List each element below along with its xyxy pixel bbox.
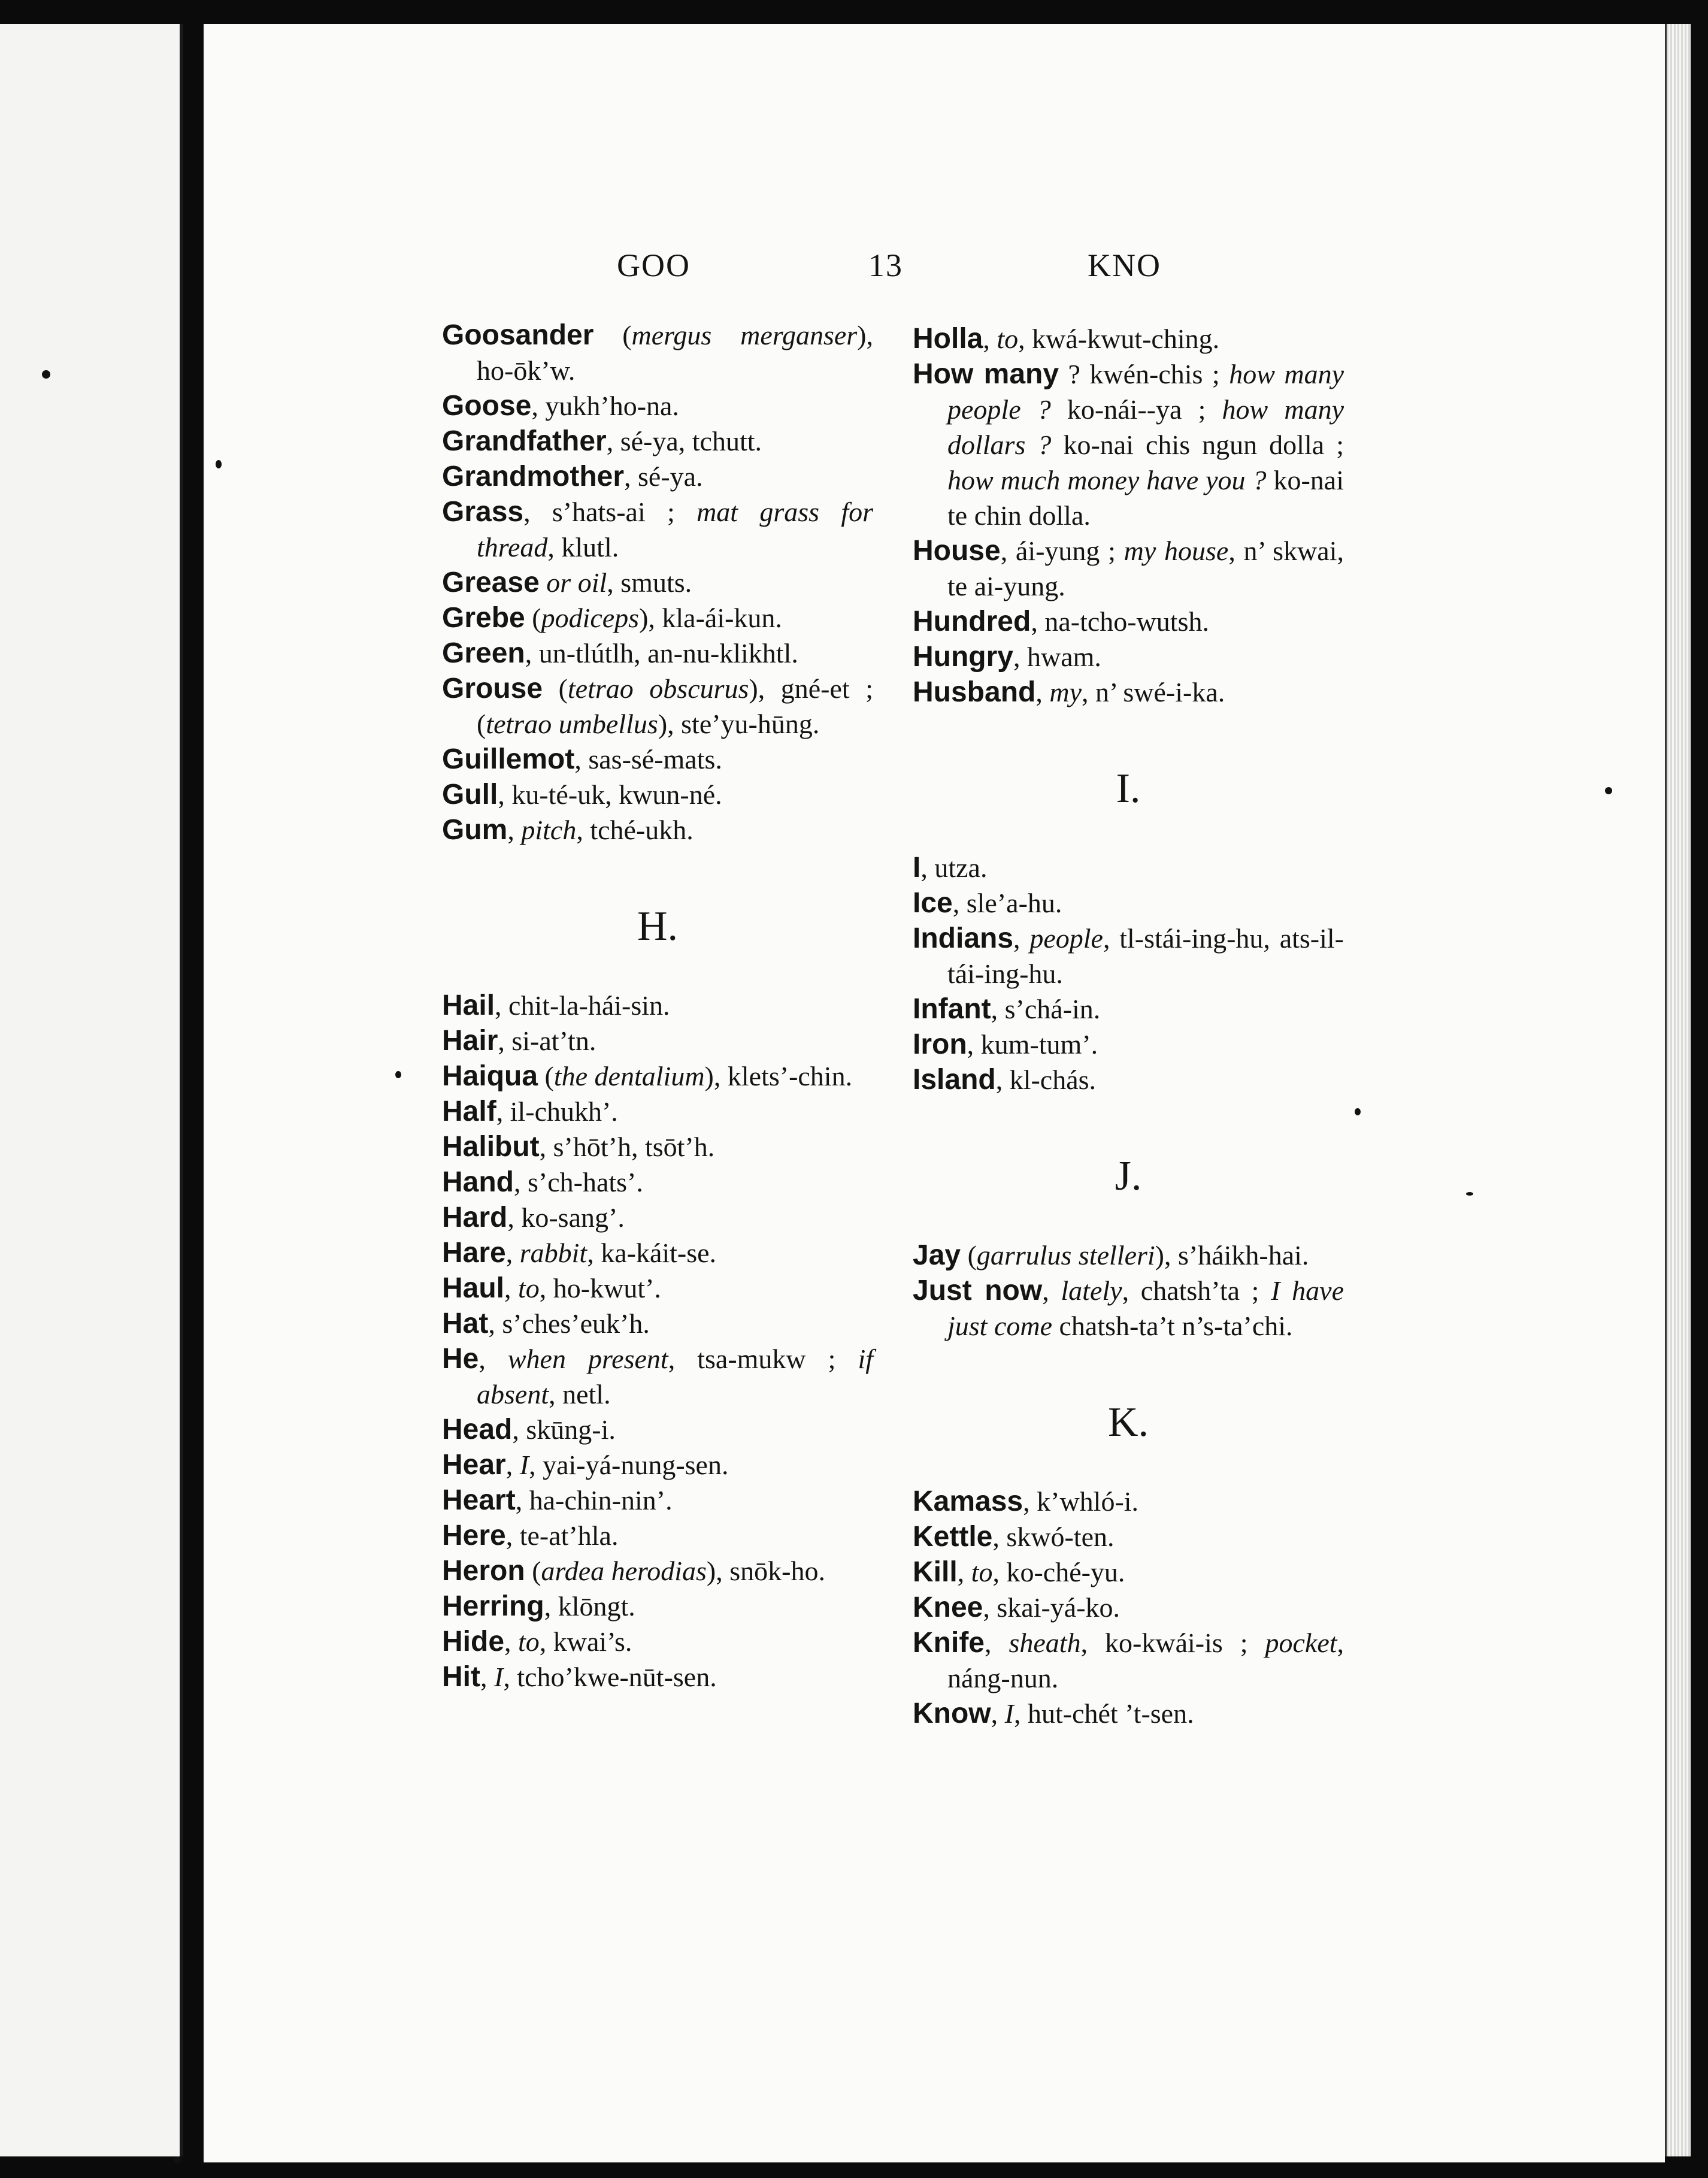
- ink-speck: [42, 370, 50, 379]
- dictionary-entry: [442, 1624, 873, 1659]
- section-letter: J.: [1115, 1153, 1142, 1199]
- dictionary-entry: [442, 1164, 873, 1200]
- dictionary-entry: [913, 604, 1344, 639]
- italic-gloss: to: [997, 323, 1019, 354]
- italic-gloss: to: [518, 1626, 540, 1657]
- dictionary-entry: [442, 742, 873, 777]
- dictionary-entry: [913, 1027, 1344, 1062]
- dictionary-entry: [913, 1519, 1344, 1554]
- entry-text: , kwai’s.: [539, 1626, 632, 1657]
- headword: Grease: [442, 567, 540, 598]
- entry-text: , k’whló-i.: [1023, 1486, 1139, 1517]
- entry-text: , utza.: [920, 852, 988, 883]
- entry-text: ,: [983, 323, 997, 354]
- headword: Hit: [442, 1661, 480, 1693]
- dictionary-entry: [442, 812, 873, 848]
- dictionary-entry: [442, 1518, 873, 1553]
- dictionary-entry: [442, 1341, 873, 1412]
- entry-text: , ái-yung ;: [1000, 536, 1124, 566]
- entry-text: , chatsh’ta ;: [1122, 1275, 1271, 1306]
- dictionary-entry: [442, 1023, 873, 1058]
- entry-text: chatsh-ta’t n’s-ta’chi.: [1052, 1311, 1293, 1341]
- dictionary-entry: [913, 639, 1344, 674]
- italic-gloss: mat grass for thread: [477, 497, 873, 562]
- dictionary-entry: [442, 1306, 873, 1341]
- headword: House: [913, 535, 1001, 567]
- headword: Halibut: [442, 1131, 540, 1163]
- headword: Gull: [442, 779, 498, 810]
- ink-speck: [1355, 1108, 1361, 1115]
- entry-text: (: [593, 320, 632, 350]
- entry-text: ), s’háikh-hai.: [1155, 1240, 1309, 1270]
- entry-text: , n’ skwai, te ai-yung.: [947, 536, 1344, 601]
- dictionary-entry: [442, 671, 873, 742]
- entry-text: , yai-yá-nung-sen.: [529, 1450, 729, 1480]
- italic-gloss: pocket: [1265, 1628, 1337, 1658]
- italic-gloss: mergus merganser: [631, 320, 858, 350]
- headword: Hand: [442, 1166, 514, 1198]
- dictionary-entry: [442, 1235, 873, 1270]
- headword: Grandfather: [442, 425, 607, 457]
- dictionary-entry: [442, 1270, 873, 1306]
- dictionary-entry: [442, 388, 873, 424]
- headword: Ice: [913, 887, 953, 919]
- italic-gloss: I: [519, 1450, 529, 1480]
- section-letter: K.: [1107, 1399, 1149, 1445]
- headword: Grandmother: [442, 461, 625, 492]
- headword: Herring: [442, 1590, 544, 1622]
- entry-text: ,: [991, 1698, 1005, 1729]
- entry-text: ), ho-ōk’w.: [477, 320, 873, 386]
- italic-gloss: I: [1004, 1698, 1014, 1729]
- page-number: 13: [868, 247, 903, 283]
- entry-text: ko-nái--ya ;: [1050, 394, 1222, 425]
- entry-text: ,: [957, 1557, 971, 1587]
- headword: Infant: [913, 993, 991, 1025]
- ink-speck: [1466, 1192, 1473, 1196]
- italic-gloss: how many dollars ?: [947, 394, 1344, 460]
- italic-gloss: sheath: [1009, 1628, 1081, 1658]
- headword: Hundred: [913, 606, 1031, 637]
- italic-gloss: to: [971, 1557, 993, 1587]
- entry-text: , hwam.: [1013, 642, 1101, 672]
- entry-text: , ko-kwái-is ;: [1080, 1628, 1265, 1658]
- section-letter: I.: [1116, 766, 1141, 812]
- dictionary-entry: [913, 1484, 1344, 1519]
- dictionary-entry: [913, 1238, 1344, 1273]
- dictionary-entry: [442, 317, 873, 388]
- facing-page-edge: [0, 24, 183, 2156]
- entry-text: , il-chukh’.: [496, 1096, 618, 1127]
- entry-text: ,: [505, 1450, 520, 1480]
- headword: Heron: [442, 1555, 525, 1587]
- dictionary-entry: [442, 988, 873, 1023]
- page-stack-edge: [1665, 24, 1691, 2156]
- headword: Kettle: [913, 1521, 993, 1553]
- dictionary-entry: [442, 1589, 873, 1624]
- entry-text: , netl.: [549, 1379, 611, 1409]
- italic-gloss: to: [518, 1273, 540, 1303]
- dictionary-entry: [913, 1062, 1344, 1097]
- entry-text: , n’ swé-i-ka.: [1081, 677, 1225, 707]
- entry-text: , skūng-i.: [512, 1414, 616, 1445]
- entry-text: ), ste’yu-hūng.: [658, 709, 820, 739]
- italic-gloss: how much money have you ?: [947, 465, 1267, 495]
- entry-text: ), snōk-ho.: [706, 1556, 825, 1586]
- dictionary-entry: [913, 674, 1344, 710]
- italic-gloss: people: [1029, 923, 1103, 954]
- italic-gloss: ardea herodias: [541, 1556, 707, 1586]
- entry-text: , ka-káit-se.: [587, 1238, 717, 1268]
- italic-gloss: when present: [507, 1344, 668, 1374]
- entry-text: ,: [504, 1626, 519, 1657]
- headword: Hungry: [913, 641, 1013, 673]
- dictionary-entry: [442, 1412, 873, 1447]
- headword: Kamass: [913, 1486, 1023, 1517]
- entry-text: , tl-stái-ing-hu, ats-il-tái-ing-hu.: [947, 923, 1344, 989]
- entry-text: , sle’a-hu.: [952, 888, 1062, 918]
- headword: Kill: [913, 1556, 958, 1588]
- headword: Knife: [913, 1627, 985, 1659]
- ink-speck: [395, 1071, 401, 1078]
- headword: Holla: [913, 323, 983, 355]
- entry-text: ,: [1042, 1275, 1061, 1306]
- entry-text: , tché-ukh.: [576, 815, 694, 845]
- headword: Hard: [442, 1202, 508, 1233]
- entry-text: ,: [504, 1273, 519, 1303]
- dictionary-entry: [913, 321, 1344, 356]
- entry-text: (: [525, 603, 541, 633]
- entry-text: , si-at’tn.: [498, 1026, 596, 1056]
- entry-text: , ho-kwut’.: [539, 1273, 661, 1303]
- entry-text: , s’chá-in.: [991, 994, 1101, 1024]
- entry-text: , yukh’ho-na.: [531, 391, 679, 421]
- headword: Haiqua: [442, 1060, 538, 1092]
- headword: Hail: [442, 990, 495, 1021]
- headword: I: [913, 852, 921, 884]
- ink-speck: [216, 460, 222, 468]
- headword: Hair: [442, 1025, 498, 1057]
- entry-text: , kum-tum’.: [967, 1029, 1098, 1060]
- entry-text: ,: [1013, 923, 1030, 954]
- headword: Goose: [442, 390, 532, 422]
- entry-text: (: [525, 1556, 541, 1586]
- entry-text: ,: [505, 1238, 520, 1268]
- entry-text: , s’ch-hats’.: [514, 1167, 643, 1197]
- section-letter: H.: [637, 903, 679, 949]
- headword: Here: [442, 1520, 506, 1551]
- running-head-right: KNO: [1088, 247, 1161, 283]
- italic-gloss: I: [493, 1662, 504, 1692]
- entry-text: , sas-sé-mats.: [574, 744, 722, 775]
- dictionary-entry: [442, 424, 873, 459]
- entry-text: ? kwén-chis ;: [1059, 359, 1229, 389]
- headword: Grebe: [442, 602, 525, 634]
- entry-text: ,: [479, 1344, 508, 1374]
- dictionary-entry: [913, 533, 1344, 604]
- dictionary-entry: [913, 991, 1344, 1027]
- headword: Haul: [442, 1272, 505, 1304]
- entry-text: ), gné-et ; (: [477, 673, 873, 739]
- italic-gloss: garrulus stelleri: [976, 1240, 1155, 1270]
- dictionary-entry: [442, 1483, 873, 1518]
- dictionary-entry: [442, 1129, 873, 1164]
- dictionary-entry: [913, 885, 1344, 921]
- italic-gloss: rabbit: [519, 1238, 587, 1268]
- entry-text: , smuts.: [607, 567, 692, 598]
- entry-text: , klutl.: [547, 532, 619, 562]
- italic-gloss: or oil: [546, 567, 607, 598]
- dictionary-entry: [913, 921, 1344, 991]
- headword: He: [442, 1343, 479, 1375]
- italic-gloss: pitch: [521, 815, 577, 845]
- entry-text: , te-at’hla.: [505, 1520, 619, 1551]
- headword: Indians: [913, 922, 1014, 954]
- headword: Island: [913, 1064, 996, 1096]
- italic-gloss: if absent: [477, 1344, 874, 1409]
- dictionary-entry: [442, 1447, 873, 1483]
- entry-text: , ko-ché-yu.: [992, 1557, 1125, 1587]
- headword: Gum: [442, 814, 508, 846]
- entry-text: ,: [1035, 677, 1050, 707]
- headword: Grass: [442, 496, 524, 528]
- entry-text: ), klets’-chin.: [704, 1061, 853, 1091]
- ink-speck: [1605, 787, 1612, 794]
- entry-text: , klōngt.: [544, 1591, 635, 1622]
- italic-gloss: the dentalium: [553, 1061, 705, 1091]
- entry-text: , kwá-kwut-ching.: [1018, 323, 1220, 354]
- entry-text: , ku-té-uk, kwun-né.: [498, 779, 722, 810]
- dictionary-entry: [913, 356, 1344, 533]
- dictionary-entry: [913, 1273, 1344, 1344]
- headword: Know: [913, 1698, 991, 1729]
- headword: Iron: [913, 1028, 967, 1060]
- dictionary-entry: [913, 1554, 1344, 1590]
- entry-text: , skwó-ten.: [992, 1521, 1115, 1552]
- dictionary-entry: [442, 1094, 873, 1129]
- italic-gloss: how many people ?: [947, 359, 1344, 425]
- headword: Hat: [442, 1308, 489, 1339]
- italic-gloss: I have just come: [947, 1275, 1344, 1341]
- italic-gloss: my: [1049, 677, 1082, 707]
- entry-text: , sé-ya.: [624, 461, 703, 492]
- running-head-left: GOO: [617, 247, 691, 283]
- dictionary-entry: [442, 1200, 873, 1235]
- left-column: [442, 317, 873, 1695]
- dictionary-entry: [913, 1625, 1344, 1696]
- italic-gloss: lately: [1061, 1275, 1122, 1306]
- entry-text: ko-nai te chin dolla.: [947, 465, 1344, 531]
- headword: Husband: [913, 676, 1036, 708]
- entry-text: ,: [985, 1628, 1009, 1658]
- dictionary-entry: [442, 600, 873, 636]
- entry-text: ,: [507, 815, 522, 845]
- headword: Head: [442, 1414, 513, 1445]
- dictionary-entry: [442, 459, 873, 494]
- dictionary-entry: [442, 494, 873, 565]
- ink-speck: [174, 2156, 181, 2164]
- entry-text: , ko-sang’.: [507, 1202, 625, 1233]
- entry-text: , tcho’kwe-nūt-sen.: [503, 1662, 717, 1692]
- italic-gloss: tetrao umbellus: [486, 709, 658, 739]
- headword: Green: [442, 637, 525, 669]
- italic-gloss: my house: [1123, 536, 1229, 566]
- entry-text: , náng-nun.: [947, 1628, 1344, 1693]
- entry-text: [540, 567, 547, 598]
- dictionary-entry: [913, 1590, 1344, 1625]
- entry-text: , tsa-mukw ;: [668, 1344, 858, 1374]
- entry-text: , ha-chin-nin’.: [515, 1485, 673, 1515]
- headword: Half: [442, 1096, 496, 1127]
- headword: Hide: [442, 1626, 505, 1657]
- dictionary-entry: [442, 1058, 873, 1094]
- entry-text: , kl-chás.: [995, 1064, 1097, 1095]
- entry-text: ,: [480, 1662, 494, 1692]
- italic-gloss: podiceps: [541, 603, 640, 633]
- entry-text: ), kla-ái-kun.: [639, 603, 782, 633]
- dictionary-entry: [442, 1659, 873, 1695]
- headword: Heart: [442, 1484, 516, 1516]
- entry-text: , s’ches’euk’h.: [488, 1308, 650, 1339]
- headword: Jay: [913, 1239, 961, 1271]
- entry-text: (: [961, 1240, 977, 1270]
- entry-text: ko-nai chis ngun dolla ;: [1051, 429, 1344, 460]
- entry-text: , s’hats-ai ;: [523, 497, 697, 527]
- headword: How many: [913, 358, 1059, 390]
- headword: Goosander: [442, 319, 594, 351]
- headword: Just now: [913, 1275, 1043, 1306]
- headword: Grouse: [442, 673, 543, 704]
- right-column: [913, 321, 1344, 1731]
- entry-text: , sé-ya, tchutt.: [606, 426, 762, 456]
- entry-text: , chit-la-hái-sin.: [495, 990, 670, 1021]
- dictionary-entry: [442, 777, 873, 812]
- headword: Hare: [442, 1237, 506, 1269]
- italic-gloss: tetrao obscurus: [567, 673, 749, 704]
- entry-text: , hut-chét ’t-sen.: [1013, 1698, 1194, 1729]
- headword: Guillemot: [442, 743, 575, 775]
- dictionary-entry: [442, 1553, 873, 1589]
- entry-text: , un-tlútlh, an-nu-klikhtl.: [525, 638, 798, 668]
- dictionary-entry: [913, 850, 1344, 885]
- dictionary-entry: [442, 636, 873, 671]
- entry-text: , skai-yá-ko.: [983, 1592, 1121, 1623]
- headword: Knee: [913, 1592, 983, 1623]
- entry-text: (: [543, 673, 568, 704]
- entry-text: , s’hōt’h, tsōt’h.: [539, 1132, 715, 1162]
- entry-text: (: [538, 1061, 554, 1091]
- dictionary-entry: [442, 565, 873, 600]
- headword: Hear: [442, 1449, 506, 1481]
- entry-text: , na-tcho-wutsh.: [1031, 606, 1209, 637]
- dictionary-entry: [913, 1696, 1344, 1731]
